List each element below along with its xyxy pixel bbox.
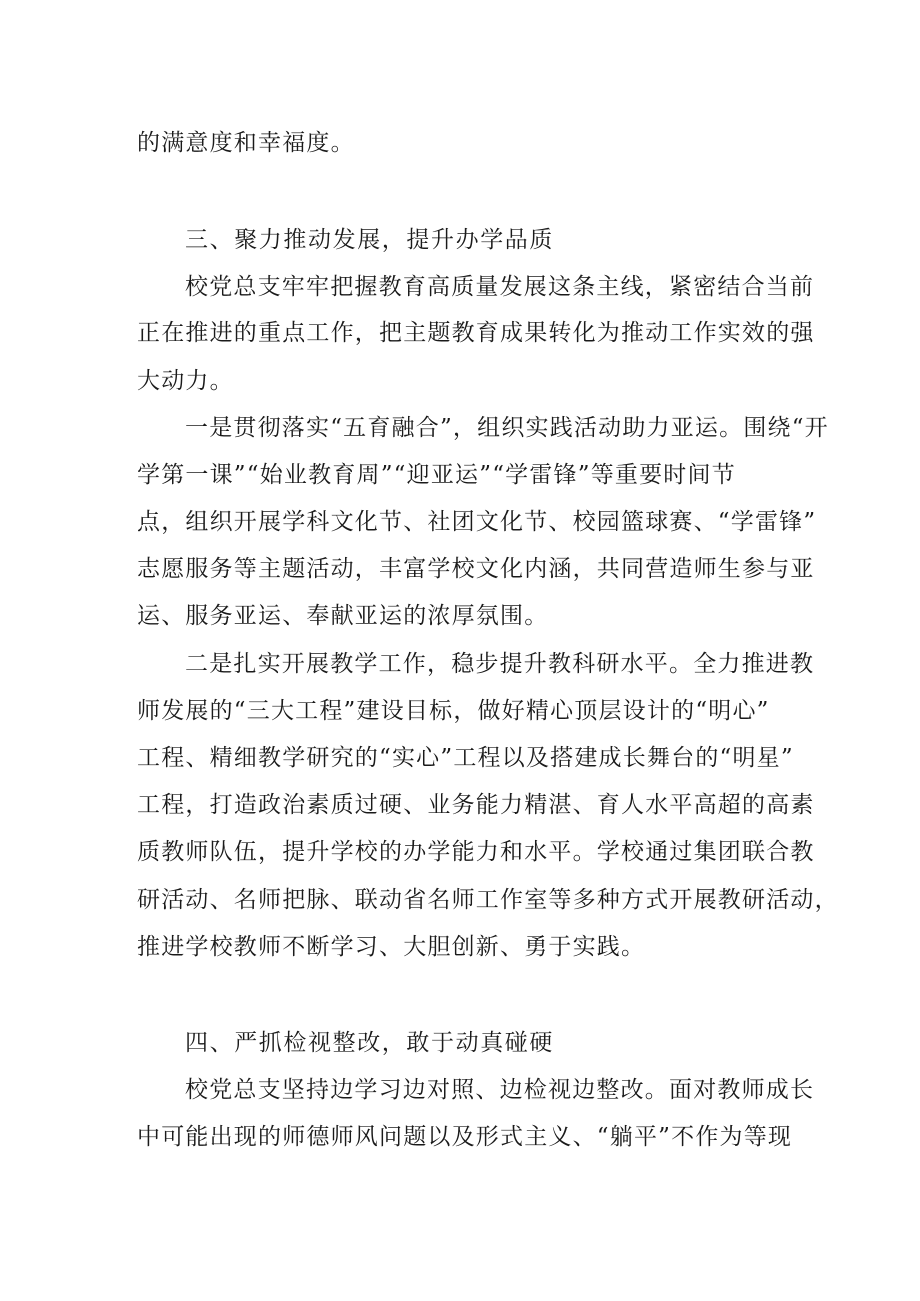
paragraph-line: 校党总支牢牢把握教育高质量发展这条主线，紧密结合当前 <box>185 274 815 300</box>
paragraph-line: 一是贯彻落实“五育融合”，组织实践活动助力亚运。围绕“开 <box>185 415 829 441</box>
paragraph-line: 中可能出现的师德师风问题以及形式主义、“躺平”不作为等现 <box>137 1124 793 1150</box>
paragraph-line: 质教师队伍，提升学校的办学能力和水平。学校通过集团联合教 <box>137 839 815 865</box>
paragraph-line: 工程、精细教学研究的“实心”工程以及搭建成长舞台的“明星” <box>137 745 794 771</box>
paragraph-line: 推进学校教师不断学习、大胆创新、勇于实践。 <box>137 934 646 960</box>
paragraph-line: 研活动、名师把脉、联动省名师工作室等多种方式开展教研活动， <box>137 887 839 913</box>
paragraph-line: 运、服务亚运、奉献亚运的浓厚氛围。 <box>137 603 549 629</box>
paragraph-line: 师发展的“三大工程”建设目标，做好精心顶层设计的“明心” <box>137 698 770 724</box>
paragraph-line: 二是扎实开展教学工作，稳步提升教科研水平。全力推进教 <box>185 651 815 677</box>
paragraph-line: 正在推进的重点工作，把主题教育成果转化为推动工作实效的强 <box>137 320 815 346</box>
section-heading-4: 四、严抓检视整改，敢于动真碰硬 <box>185 1030 554 1056</box>
paragraph-line: 校党总支坚持边学习边对照、边检视边整改。面对教师成长 <box>185 1077 815 1103</box>
paragraph-line: 点，组织开展学科文化节、社团文化节、校园篮球赛、“学雷锋” <box>137 509 817 535</box>
section-heading-3: 三、聚力推动发展，提升办学品质 <box>185 227 554 253</box>
paragraph-line: 的满意度和幸福度。 <box>137 130 355 156</box>
paragraph-line: 大动力。 <box>137 368 234 394</box>
paragraph-line: 志愿服务等主题活动，丰富学校文化内涵，共同营造师生参与亚 <box>137 556 815 582</box>
paragraph-line: 学第一课”“始业教育周”“迎亚运”“学雷锋”等重要时间节 <box>137 462 736 488</box>
paragraph-line: 工程，打造政治素质过硬、业务能力精湛、育人水平高超的高素 <box>137 792 815 818</box>
